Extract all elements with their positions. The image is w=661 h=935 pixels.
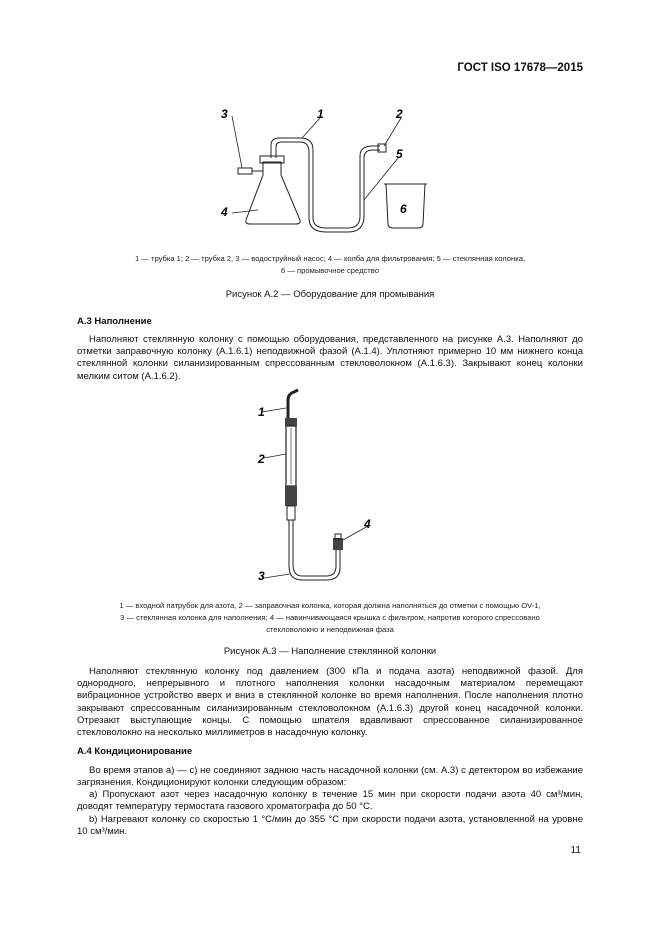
screw-cap-filter (333, 538, 343, 550)
fig-a3-label-1: 1 (258, 405, 265, 419)
fig-a2-label-4: 4 (221, 205, 228, 219)
fig-a2-label-6: 6 (400, 202, 407, 216)
fig-a2-label-5: 5 (396, 147, 403, 161)
section-a3-heading: А.3 Наполнение (77, 316, 152, 327)
section-a3-paragraph: Наполняют стеклянную колонку с помощью оборудования, представленного на рисунке А.3. Наполняют до отметки заправочную колонку (А.1.6.1) неподвижной фазой (А.1.4). Уплотняют примерно 10 мм нижнего конца стеклянной колонки силанизированным спрессованным стекловолокном (А.1.6.3). Закрывают конец колонки мелким ситом (А.1.6.2). (77, 334, 583, 382)
fig-a2-label-1: 1 (317, 107, 324, 121)
fig-a3-label-3: 3 (258, 569, 265, 583)
fig-a2-label-2: 2 (396, 107, 403, 121)
nitrogen-inlet (288, 390, 298, 418)
figure-a3-legend-line2: 3 — стеклянная колонка для наполнения; 4 — навинчивающаяся крышка с фильтром, напротив которого спрессовано (120, 613, 540, 622)
figure-a3-caption: Рисунок А.3 — Наполнение стеклянной колонки (223, 646, 437, 657)
page-number: 11 (570, 845, 581, 856)
fig-a3-label-4: 4 (364, 517, 371, 531)
figure-a2-caption: Рисунок А.2 — Оборудование для промывания (225, 289, 435, 300)
document-code: ГОСТ ISO 17678—2015 (457, 62, 583, 74)
figure-a2-diagram (218, 100, 438, 240)
figure-a2-legend-line1: 1 — трубка 1; 2 — трубка 2, 3 — водоструйный насос; 4 — колба для фильтрования; 5 — стеклянная колонка, (134, 254, 526, 263)
inlet-cap (285, 418, 297, 426)
section-a4-paragraph: Во время этапов а) — с) не соединяют заднюю часть насадочной колонки (см. А.3) с детектором во избежание загрязнения. Кондиционируют колонки следующим образом: (77, 765, 583, 789)
section-a4-heading: А.4 Кондиционирование (77, 746, 193, 757)
figure-a3-legend-line1: 1 — входной патрубок для азота, 2 — заправочная колонка, которая должна наполняться до отметки с помощью OV-1, (119, 601, 541, 610)
glass-column (289, 520, 340, 580)
section-a4-item-a: а) Пропускают азот через насадочную колонку в течение 15 мин при скорости подачи азота 40 см³/мин, доводят температуру термостата газового хроматографа до 50 °С. (77, 789, 583, 813)
water-pump (238, 168, 252, 174)
figure-a3-diagram (250, 388, 390, 594)
section-a4-item-b: b) Нагревают колонку со скоростью 1 °С/мин до 355 °С при скорости подачи азота, установленной на уровне 10 см³/мин. (77, 814, 583, 838)
fig-a2-label-3: 3 (221, 107, 228, 121)
fig-a3-label-2: 2 (258, 452, 265, 466)
figure-a3-legend-line3: стекловолокно и неподвижная фаза (266, 625, 394, 634)
section-a3-paragraph-2: Наполняют стеклянную колонку под давлением (300 кПа и подача азота) неподвижной фазой. Для однородного, непрерывного и плотного наполнения колонки насадочным материалом перемещают вибрационное устройство вверх и вниз в стеклянной колонке во время наполнения. После наполнения плотно закрывают спрессованным силанизированным стекловолокном (А.1.6.3) другой конец насадочной колонки. Отрезают выступающие концы. С помощью шпателя вдавливают спрессованное силанизированное стекловолокно на несколько миллиметров в насадочную колонку. (77, 666, 583, 739)
figure-a2-legend-line2: 6 — промывочное средство (281, 266, 379, 275)
